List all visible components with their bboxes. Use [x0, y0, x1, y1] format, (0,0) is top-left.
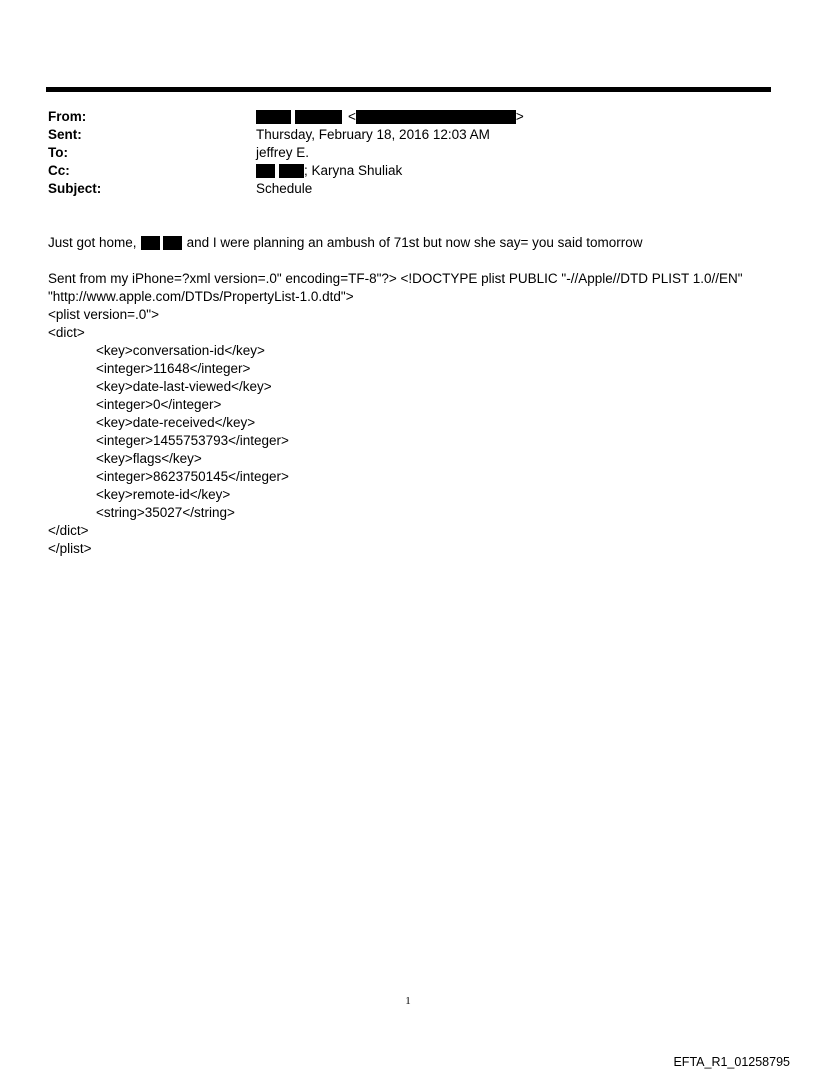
greeting-start: Just got home, — [48, 235, 137, 250]
to-row — [48, 144, 524, 162]
body-line: "http://www.apple.com/DTDs/PropertyList-1.0.dtd"> — [48, 289, 354, 304]
dict-line: <key>flags</key> — [96, 451, 202, 466]
body-line: <dict> — [48, 325, 85, 340]
dict-line: <string>35027</string> — [96, 505, 235, 520]
to-value: jeffrey E. — [256, 145, 310, 160]
bates-number: EFTA_R1_01258795 — [673, 1055, 790, 1069]
body-line: <plist version=.0"> — [48, 307, 159, 322]
email-header — [48, 108, 524, 198]
dict-line: <integer>8623750145</integer> — [96, 469, 289, 484]
dict-line: <key>conversation-id</key> — [96, 343, 265, 358]
redaction — [295, 110, 342, 124]
cc-names: ; Karyna Shuliak — [304, 163, 403, 178]
sent-row — [48, 126, 524, 144]
redaction — [163, 236, 182, 250]
greeting-end: and I were planning an ambush of 71st but now she say= you said tomorrow — [186, 235, 643, 250]
redaction — [256, 110, 291, 124]
closing-line: </dict> — [48, 523, 89, 538]
dict-line: <key>date-last-viewed</key> — [96, 379, 272, 394]
dict-line: <integer>11648</integer> — [96, 361, 251, 376]
dict-line: <key>date-received</key> — [96, 415, 256, 430]
subject-row — [48, 180, 524, 198]
cc-label: Cc: — [48, 163, 70, 178]
email-body — [48, 234, 778, 558]
sent-label: Sent: — [48, 127, 82, 142]
dict-line: <integer>0</integer> — [96, 397, 222, 412]
greeting-line — [48, 234, 778, 252]
from-value — [256, 108, 524, 126]
redaction — [356, 110, 516, 124]
cc-value — [256, 162, 402, 180]
body-line: Sent from my iPhone=?xml version=.0" encoding=TF-8"?> <!DOCTYPE plist PUBLIC "-//Apple//DTD PLIST 1.0//EN" — [48, 271, 743, 286]
dict-line: <key>remote-id</key> — [96, 487, 231, 502]
from-label: From: — [48, 109, 87, 124]
cc-row — [48, 162, 524, 180]
redaction — [256, 164, 275, 178]
dict-line: <integer>1455753793</integer> — [96, 433, 289, 448]
header-rule — [46, 87, 771, 92]
from-lt: < — [348, 109, 356, 124]
subject-value: Schedule — [256, 181, 313, 196]
from-gt: > — [515, 109, 524, 124]
to-label: To: — [48, 145, 68, 160]
closing-line: </plist> — [48, 541, 92, 556]
subject-label: Subject: — [48, 181, 102, 196]
redaction — [279, 164, 304, 178]
redaction — [141, 236, 160, 250]
page-number: 1 — [405, 995, 411, 1007]
sent-value: Thursday, February 18, 2016 12:03 AM — [256, 127, 490, 142]
from-row — [48, 108, 524, 126]
